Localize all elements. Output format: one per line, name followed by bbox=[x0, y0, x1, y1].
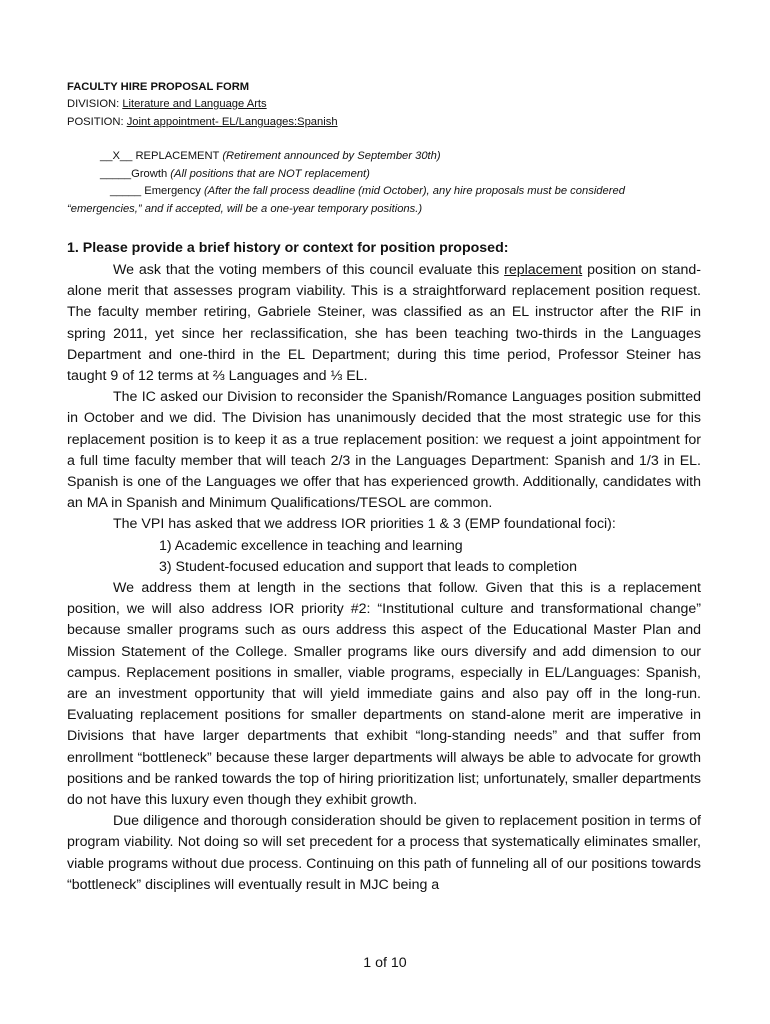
section-title: 1. Please provide a brief history or context for position proposed: bbox=[67, 240, 509, 256]
division-label: DIVISION: bbox=[67, 98, 120, 110]
option-mark: __X__ bbox=[100, 150, 133, 162]
position-line bbox=[67, 116, 338, 129]
form-title: FACULTY HIRE PROPOSAL FORM bbox=[67, 81, 250, 93]
paragraph: The IC asked our Division to reconsider the Spanish/Romance Languages position submitted in October and we did. The Division has unanimously decided that the most strategic use for this replacement position is to keep it as a true replacement position: we request a joint appointment for a full time faculty member that will teach 2/3 in the Languages Department: Spanish and 1/3 in EL. Spanish is one of the Languages we offer that has experienced growth. Additionally, candidates with an MA in Spanish and Minimum Qualifications/TESOL are common. bbox=[67, 389, 701, 512]
page-number: 1 of 10 bbox=[363, 955, 407, 971]
option-growth bbox=[100, 168, 370, 181]
division-value: Literature and Language Arts bbox=[122, 98, 267, 110]
paragraph: We address them at length in the sections that follow. Given that this is a replacement position, we will also address IOR priority #2: “Institutional culture and transformational change” because smaller programs such as ours address this aspect of the Educational Master Plan and Mission Statement of the College. Smaller programs like ours diversify and add dimension to our campus. Replacement positions in smaller, viable programs, especially in EL/Languages: Spanish, are an investment opportunity that will yield immediate gains and also pay off in the long-run. Evaluating replacement positions for smaller departments on stand-alone merit are imperative in Divisions that have larger departments that exhibit “long-standing needs” and that suffer from enrollment “bottleneck” because these larger departments will always be able to advocate for growth positions and be ranked towards the top of hiring prioritization list; unfortunately, smaller departments do not have this luxury even though they exhibit growth. bbox=[67, 580, 701, 809]
paragraph: The VPI has asked that we address IOR priorities 1 & 3 (EMP foundational foci): bbox=[113, 516, 616, 533]
paragraph: We ask that the voting members of this council evaluate this replacement position on stand-alone merit that assesses program viability. This is a straightforward replacement position request. The faculty member retiring, Gabriele Steiner, was classified as an EL instructor after the RIF in spring 2011, yet since her reclassification, she has been teaching two-thirds in the Languages Department and one-third in the EL Department; during this time period, Professor Steiner has taught 9 of 12 terms at ⅔ Languages and ⅓ EL. bbox=[67, 262, 701, 385]
option-label: REPLACEMENT bbox=[135, 150, 220, 162]
option-emergency-note-continued: “emergencies,” and if accepted, will be a one-year temporary positions.) bbox=[67, 203, 423, 215]
list-item: 1) Academic excellence in teaching and learning bbox=[159, 537, 463, 554]
division-line bbox=[67, 98, 267, 111]
list-item: 3) Student-focused education and support that leads to completion bbox=[159, 558, 578, 575]
option-mark: _____ bbox=[110, 185, 142, 197]
position-value: Joint appointment- EL/Languages:Spanish bbox=[126, 116, 338, 128]
option-emergency bbox=[110, 185, 625, 198]
paragraph: Due diligence and thorough consideration should be given to replacement position in terms of program viability. Not doing so will set precedent for a process that systematically eliminates smaller, viable programs without due process. Continuing on this path of funneling all of our positions towards “bottleneck” disciplines will eventually result in MJC being a bbox=[67, 813, 701, 893]
option-note: (After the fall process deadline (mid October), any hire proposals must be considered bbox=[203, 185, 625, 197]
option-note: (Retirement announced by September 30th) bbox=[222, 150, 441, 162]
option-replacement bbox=[100, 150, 441, 163]
section-body bbox=[67, 260, 701, 896]
option-label: Emergency bbox=[144, 185, 201, 197]
option-label: Growth bbox=[131, 168, 168, 180]
option-mark: _____ bbox=[100, 168, 132, 180]
position-label: POSITION: bbox=[67, 116, 124, 128]
option-note: (All positions that are NOT replacement) bbox=[170, 168, 370, 180]
